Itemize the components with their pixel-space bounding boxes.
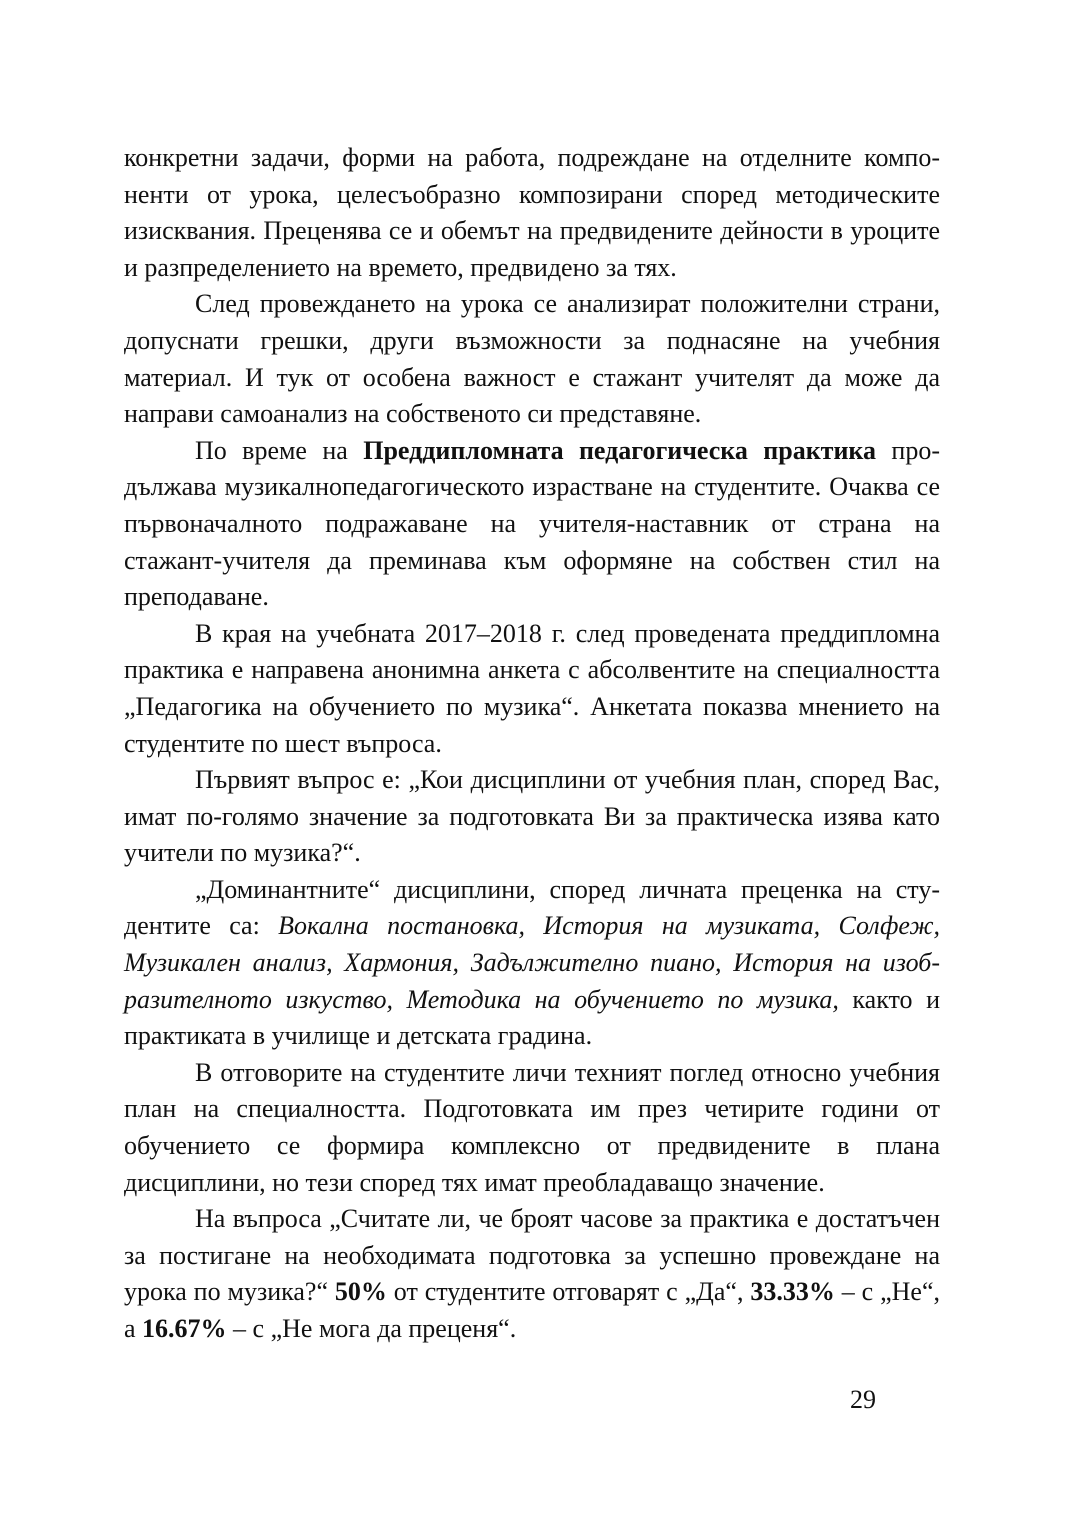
page-body [124, 140, 940, 1348]
paragraph [124, 1201, 940, 1347]
paragraph [124, 762, 940, 872]
paragraph-text: „Доминантните“ дисциплини, според личната преценка на студентите са: [124, 874, 940, 941]
paragraph-text: продължава музикалнопедагогическото израстване на студентите. Очаква се първоначалното подражаване на учителя-наставник от страна на стажант-учителя да преминава към оформяне на собствен стил на преподаване. [124, 435, 941, 612]
paragraph-text: конкретни задачи, форми на работа, подреждане на отделните компоненти от урока, целесъобразно композирани според методическите изисквания. Преценява се и обемът на предвидените дейности в уроците и разпределението на времето, предвидено за тях. [124, 143, 940, 282]
paragraph-text: По време на [195, 435, 364, 465]
paragraph-text: В края на учебната 2017–2018 г. след проведената преддипломна практика е направена анонимна анкета с абсолвентите на специалността „Педагогика на обучението по музика“. Анкетата показва мнението на студентите по шест въпроса. [124, 618, 940, 758]
paragraph-text: На въпроса „Считате ли, че броят часове за практика е достатъчен за постигане на необходимата подготовка за успешно провеждане на урока по музика?“ [124, 1204, 940, 1307]
paragraph [124, 433, 940, 616]
bold-text: 50% [334, 1277, 387, 1307]
paragraph [124, 286, 940, 432]
paragraph-text: – с „Не“, а [124, 1277, 941, 1343]
paragraph-text: от студентите отговарят с „Да“, [386, 1277, 751, 1307]
paragraph-text: – с „Не мога да преценя“. [226, 1314, 517, 1343]
bold-text: 16.67% [142, 1314, 227, 1343]
bold-text: Преддипломната педагогическа практика [363, 435, 877, 465]
paragraph [124, 616, 940, 762]
paragraph-text: Първият въпрос е: „Кои дисциплини от учебния план, според Вас, имат по-голямо значение за подготовката Ви за практическа изява като учители по музика?“. [124, 765, 940, 868]
paragraph-text: След провеждането на урока се анализират положителни страни, допуснати грешки, други възможности за поднасяне на учебния материал. И тук от особена важност е стажант учителят да може да направи самоанализ на собственото си представяне. [124, 289, 940, 429]
bold-text: 33.33% [750, 1277, 835, 1307]
paragraph [124, 140, 940, 286]
paragraph-text: В отговорите на студентите личи техният поглед относно учебния план на специалността. Подготовката им през четирите години от обучението се формира комплексно от предвидените в плана дисциплини, но тези според тях имат преобладаващо значение. [124, 1057, 940, 1197]
paragraph [124, 872, 940, 1055]
paragraph [124, 1055, 940, 1201]
italic-text: Вокална постановка, История на музиката, Солфеж, Музикален анализ, Хармония, Задължително пиано, История на изобразителното изкуство, Методика на обучението по музика, [124, 911, 941, 1014]
paragraph-text: както и практиката в училище и детската градина. [124, 984, 940, 1051]
page-number: 29 [850, 1385, 876, 1414]
